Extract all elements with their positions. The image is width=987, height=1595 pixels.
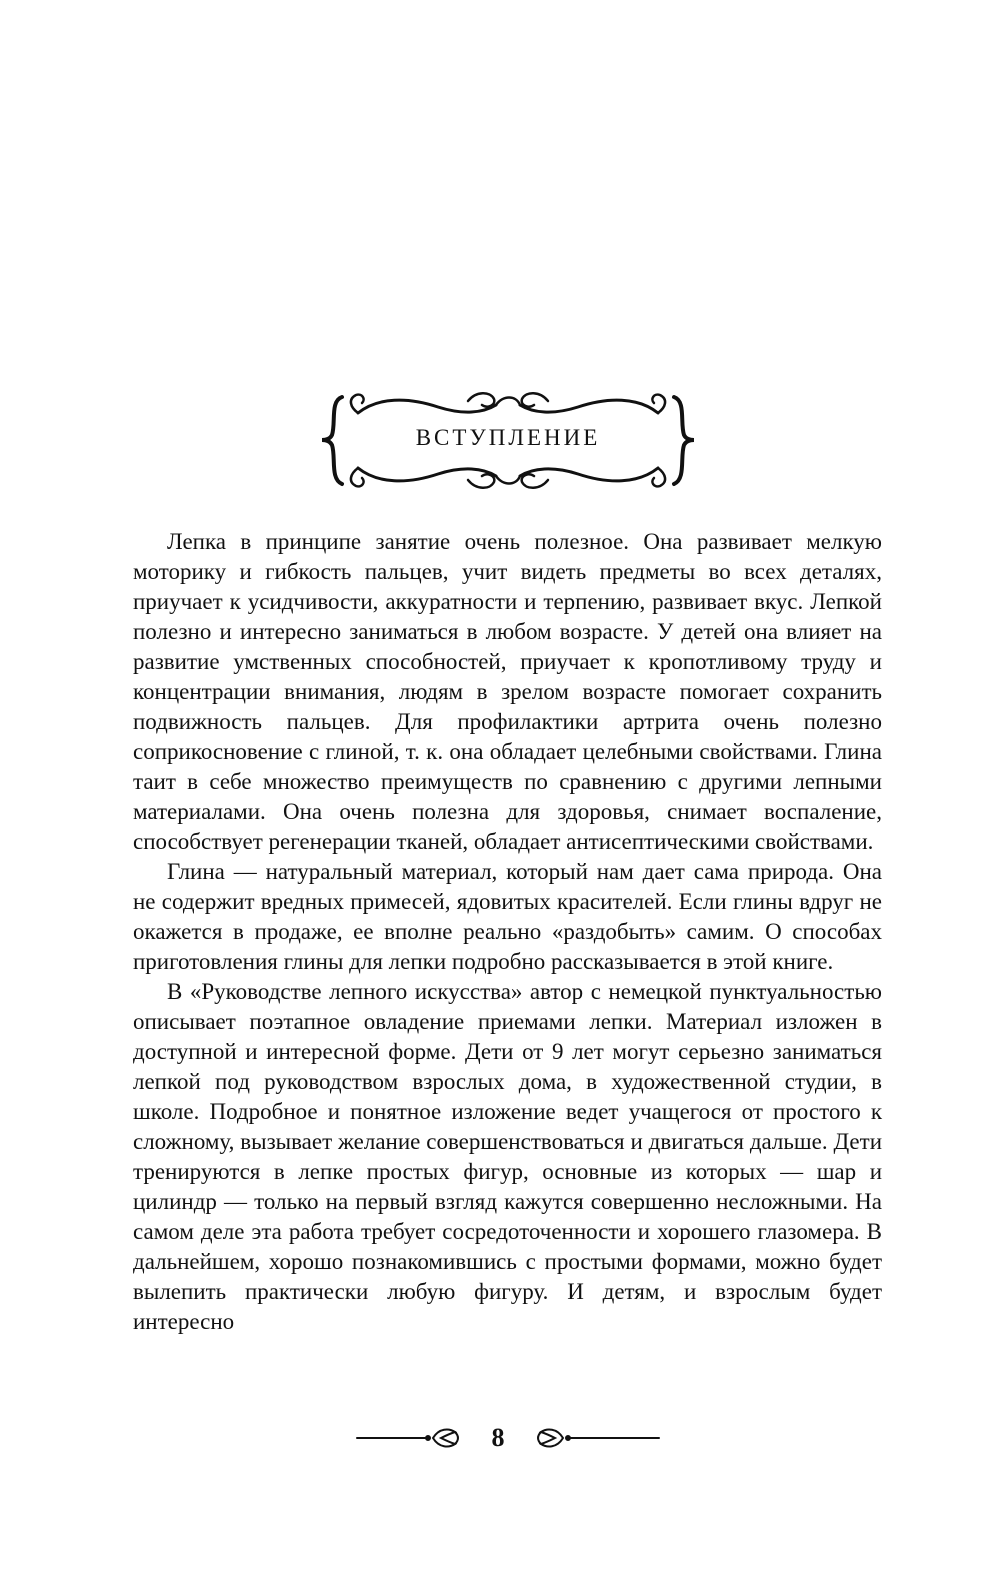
chapter-title: ВСТУПЛЕНИЕ	[415, 425, 601, 450]
page-number: 8	[491, 1423, 505, 1452]
chapter-heading-frame	[318, 383, 698, 498]
page-footer	[333, 1418, 663, 1458]
paragraph-3: В «Руководстве лепного искусства» автор с немецкой пунктуальностью описывает поэтапное овладение приемами лепки. Материал изложен в доступной и интересной форме. Дети от 9 лет могут серьезно заниматься лепкой под руководством взрослых дома, в художественной студии, в школе. Подробное и понятное изложение ведет учащегося от простого к сложному, вызывает желание совершенствоваться и двигаться дальше. Дети тренируются в лепке простых фигур, основные из которых — шар и цилиндр — только на первый взгляд кажутся совершенно несложными. На самом деле эта работа требует сосредоточенности и хорошего глазомера. В дальнейшем, хорошо познакомившись с простыми формами, можно будет вылепить практически любую фигуру. И детям, и взрослым будет интересно	[133, 979, 882, 1334]
paragraph-1: Лепка в принципе занятие очень полезное. Она развивает мелкую моторику и гибкость пальцев, учит видеть предметы во всех деталях, приучает к усидчивости, аккуратности и терпению, развивает вкус. Лепкой полезно и интересно заниматься в любом возрасте. У детей она влияет на развитие умственных способностей, приучает к кропотливому труду и концентрации внимания, людям в зрелом возрасте помогает сохранить подвижность пальцев. Для профилактики артрита очень полезно соприкосновение с глиной, т. к. она обладает целебными свойствами. Глина таит в себе множество преимуществ по сравнению с другими лепными материалами. Она очень полезна для здоровья, снимает воспаление, способствует регенерации тканей, обладает антисептическими свойствами.	[133, 529, 882, 854]
paragraph-2: Глина — натуральный материал, который нам дает сама природа. Она не содержит вредных примесей, ядовитых красителей. Если глины вдруг не окажется в продаже, ее вполне реально «раздобыть» самим. О способах приготовления глины для лепки подробно рассказывается в этой книге.	[133, 859, 882, 974]
body-text	[133, 527, 882, 1337]
